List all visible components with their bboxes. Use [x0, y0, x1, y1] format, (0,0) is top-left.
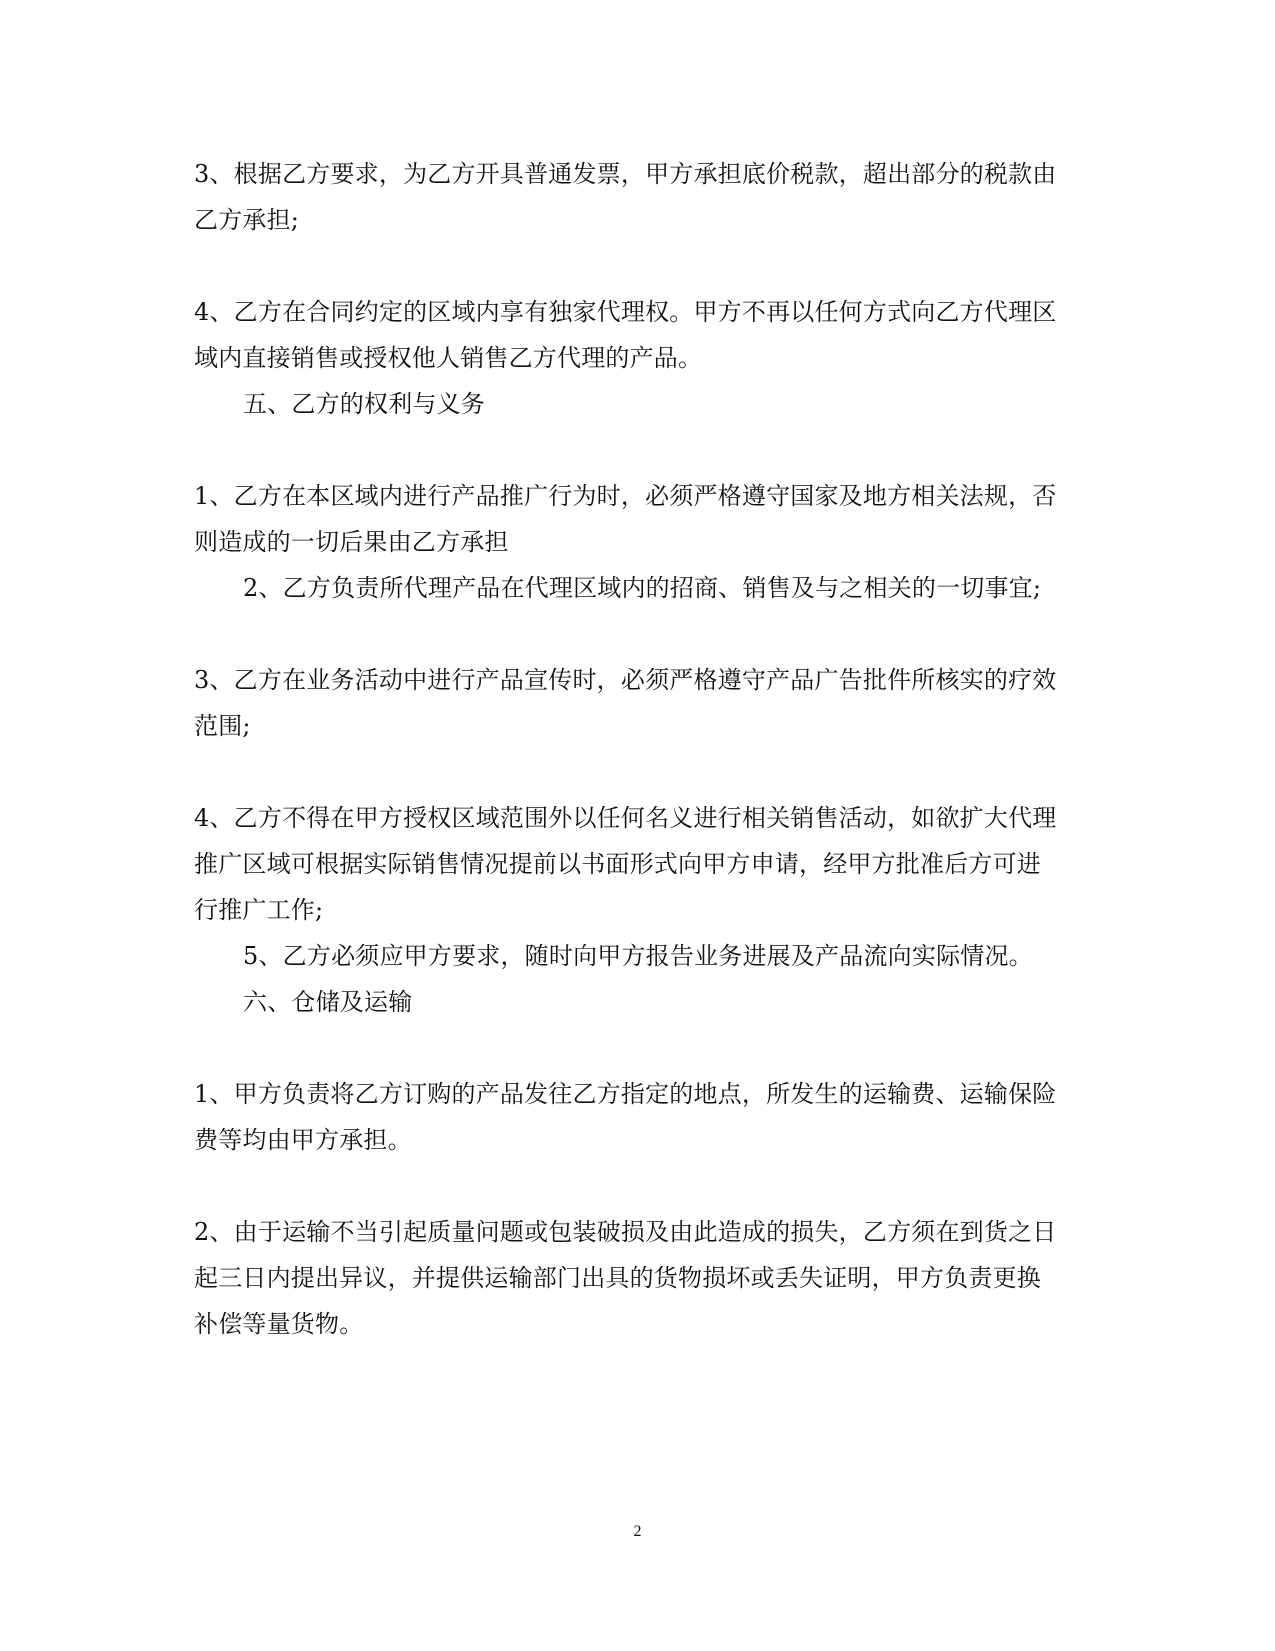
paragraph-line: 4、乙方不得在甲方授权区域范围外以任何名义进行相关销售活动，如欲扩大代理: [194, 804, 1057, 832]
section-heading: 五、乙方的权利与义务: [243, 390, 485, 418]
paragraph-line: 则造成的一切后果由乙方承担: [194, 528, 509, 556]
paragraph-line: 域内直接销售或授权他人销售乙方代理的产品。: [194, 344, 703, 372]
paragraph-line: 5、乙方必须应甲方要求，随时向甲方报告业务进展及产品流向实际情况。: [243, 942, 1033, 970]
paragraph-line: 补偿等量货物。: [194, 1310, 364, 1338]
paragraph-line: 3、乙方在业务活动中进行产品宣传时，必须严格遵守产品广告批件所核实的疗效: [194, 666, 1057, 694]
paragraph-line: 行推广工作;: [194, 896, 324, 924]
paragraph-line: 费等均由甲方承担。: [194, 1126, 412, 1154]
paragraph-line: 乙方承担;: [194, 206, 300, 234]
paragraph-line: 2、乙方负责所代理产品在代理区域内的招商、销售及与之相关的一切事宜;: [243, 574, 1042, 602]
paragraph-line: 3、根据乙方要求，为乙方开具普通发票，甲方承担底价税款，超出部分的税款由: [194, 160, 1057, 188]
paragraph-line: 1、甲方负责将乙方订购的产品发往乙方指定的地点，所发生的运输费、运输保险: [194, 1080, 1057, 1108]
page-number: 2: [633, 1523, 642, 1540]
paragraph-line: 推广区域可根据实际销售情况提前以书面形式向甲方申请，经甲方批准后方可进: [194, 850, 1041, 878]
paragraph-line: 1、乙方在本区域内进行产品推广行为时，必须严格遵守国家及地方相关法规，否: [194, 482, 1057, 510]
paragraph-line: 范围;: [194, 712, 251, 740]
paragraph-line: 4、乙方在合同约定的区域内享有独家代理权。甲方不再以任何方式向乙方代理区: [194, 298, 1057, 326]
paragraph-line: 起三日内提出异议，并提供运输部门出具的货物损坏或丢失证明，甲方负责更换: [194, 1264, 1041, 1292]
paragraph-line: 2、由于运输不当引起质量问题或包装破损及由此造成的损失，乙方须在到货之日: [194, 1218, 1057, 1246]
section-heading: 六、仓储及运输: [243, 988, 413, 1016]
